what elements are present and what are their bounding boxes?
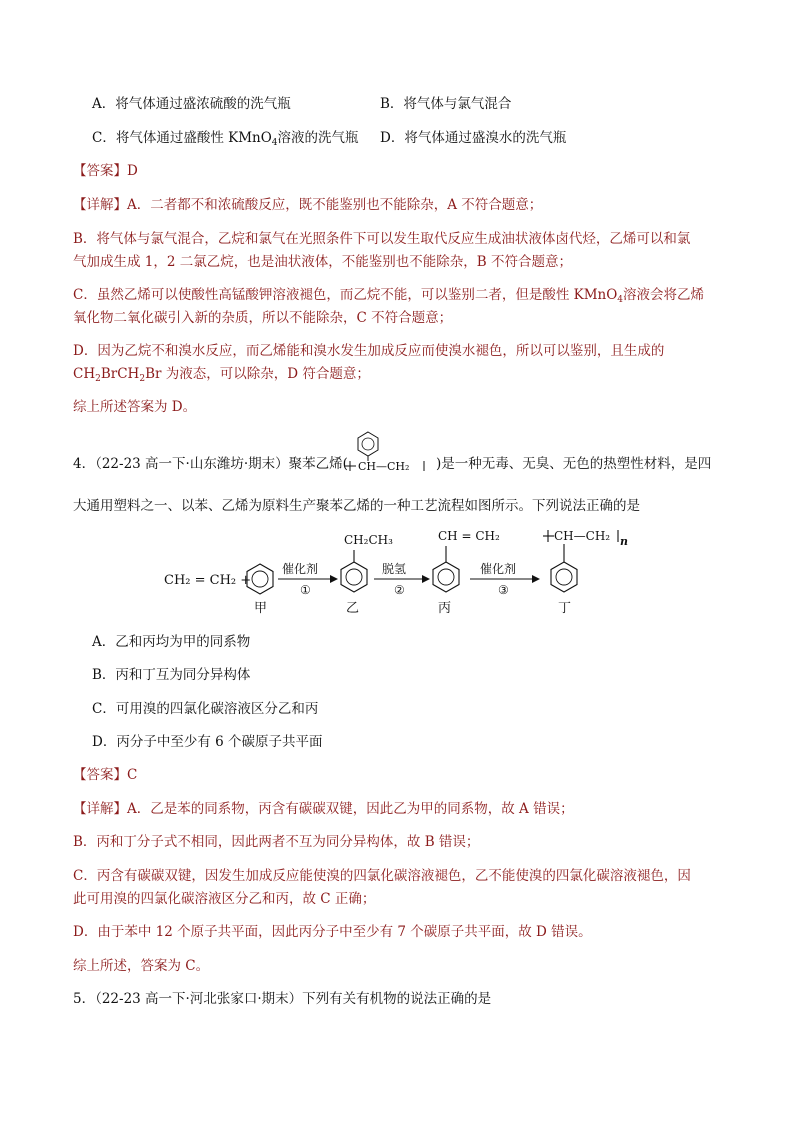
q3-detail-d-brch: BrCH bbox=[100, 366, 140, 382]
q3-detail-d-line2 bbox=[73, 364, 370, 384]
q4-bing-ring-inner bbox=[438, 569, 454, 585]
q4-jia-ring-inner bbox=[252, 571, 268, 587]
q4-detail-a bbox=[73, 799, 574, 819]
q3-detail-b-line1: B．将气体与氯气混合，乙烷和氯气在光照条件下可以发生取代反应生成油状液体卤代烃，乙烯可以和氯 bbox=[73, 231, 691, 247]
q3-detail-c-line1 bbox=[73, 285, 704, 305]
q4-stem-line2: 大通用塑料之一、以苯、乙烯为原料生产聚苯乙烯的一种工艺流程如图所示。下列说法正确的是 bbox=[73, 498, 640, 514]
q4-detail-tag: 【详解】 bbox=[73, 801, 127, 817]
q4-option-b: B．丙和丁互为同分异构体 bbox=[92, 667, 251, 683]
q4-bing-group: CH = CH₂ bbox=[438, 529, 500, 543]
q4-arrow1-head bbox=[330, 575, 338, 583]
q4-option-a: A．乙和丙均为甲的同系物 bbox=[92, 634, 251, 650]
q4-detail-b: B．丙和丁分子式不相同，因此两者不互为同分异构体，故 B 错误； bbox=[73, 834, 480, 850]
q3-option-a: A．将气体通过盛浓硫酸的洗气瓶 bbox=[92, 96, 291, 112]
q4-label-yi: 乙 bbox=[346, 601, 360, 616]
q4-arrow1-top: 催化剂 bbox=[282, 562, 319, 576]
q4-label-jia: 甲 bbox=[254, 601, 268, 616]
q4-yi-ring bbox=[341, 562, 367, 592]
q4-stem-benzene-ring bbox=[358, 432, 378, 456]
q3-detail-d-sub2: 2 bbox=[139, 374, 146, 384]
q4-ding-n: n bbox=[620, 535, 628, 548]
q3-detail-d-ch: CH bbox=[73, 366, 96, 382]
q4-arrow1-bottom: ① bbox=[300, 583, 311, 597]
q4-detail-c-line2: 此可用溴的四氯化碳溶液区分乙和丙，故 C 正确； bbox=[73, 891, 376, 907]
q5-stem: 5．（22-23 高一下·河北张家口·期末）下列有关有机物的说法正确的是 bbox=[73, 991, 492, 1007]
q3-option-c-sub: 4 bbox=[271, 138, 278, 148]
q4-arrow2-head bbox=[422, 575, 430, 583]
q3-answer bbox=[73, 161, 138, 181]
q3-answer-tag: 【答案】 bbox=[73, 163, 127, 179]
q4-stem-group: CH—CH₂ bbox=[358, 460, 410, 473]
q3-detail-c-text: C．虽然乙烯可以使酸性高锰酸钾溶液褪色，而乙烷不能，可以鉴别二者，但是酸性 KMnO bbox=[73, 287, 618, 303]
q4-yi-ring-inner bbox=[346, 569, 362, 585]
q4-stem-benzene-inner bbox=[362, 438, 374, 450]
q3-detail-d-line1: D．因为乙烷不和溴水反应，而乙烯能和溴水发生加成反应而使溴水褪色，所以可以鉴别，且生成的 bbox=[73, 343, 665, 359]
q4-answer-tag: 【答案】 bbox=[73, 767, 127, 783]
q3-option-c bbox=[92, 128, 359, 148]
q4-answer-value: C bbox=[127, 767, 138, 783]
q4-ding-ring bbox=[551, 562, 577, 592]
q4-arrow3-top: 催化剂 bbox=[480, 562, 517, 576]
q4-stem-line1-pre: 4．（22-23 高一下·山东潍坊·期末）聚苯乙烯( bbox=[73, 456, 348, 472]
q3-answer-value: D bbox=[127, 163, 138, 179]
q4-answer bbox=[73, 765, 137, 785]
q3-option-c-text-post: 溶液的洗气瓶 bbox=[277, 130, 359, 146]
q4-detail-d: D．由于苯中 12 个原子共平面，因此丙分子中至少有 7 个碳原子共平面，故 D 错误。 bbox=[73, 924, 592, 940]
q3-detail-c-sub: 4 bbox=[617, 295, 624, 305]
q3-detail-b-line2: 气加成生成 1，2 二氯乙烷，也是油状液体，不能鉴别也不能除杂，B 不符合题意； bbox=[73, 254, 572, 270]
q4-yi-group: CH₂CH₃ bbox=[344, 533, 393, 547]
q3-option-d: D．将气体通过盛溴水的洗气瓶 bbox=[380, 130, 567, 146]
q4-ethylene: CH₂ = CH₂ + bbox=[164, 573, 252, 588]
q3-detail-a bbox=[73, 195, 542, 215]
q4-arrow2-bottom: ② bbox=[394, 583, 405, 597]
q4-arrow3-bottom: ③ bbox=[498, 583, 509, 597]
q4-summary: 综上所述，答案为 C。 bbox=[73, 958, 210, 974]
q3-summary: 综上所述答案为 D。 bbox=[73, 399, 197, 415]
q4-option-c: C．可用溴的四氯化碳溶液区分乙和丙 bbox=[92, 701, 319, 717]
q3-option-c-text: C．将气体通过盛酸性 KMnO bbox=[92, 130, 272, 146]
q4-arrow3-head bbox=[532, 575, 540, 583]
q4-ding-group: CH—CH₂ bbox=[554, 529, 611, 543]
q4-compound-ding bbox=[543, 529, 628, 616]
q4-option-d: D．丙分子中至少有 6 个碳原子共平面 bbox=[92, 734, 323, 750]
q4-polystyrene-structure bbox=[338, 428, 438, 474]
q4-ding-ring-inner bbox=[556, 569, 572, 585]
q4-detail-a-text: A．乙是苯的同系物，丙含有碳碳双键，因此乙为甲的同系物，故 A 错误； bbox=[127, 801, 574, 817]
q4-label-bing: 丙 bbox=[438, 601, 452, 616]
q4-label-ding: 丁 bbox=[558, 601, 572, 616]
q4-bing-ring bbox=[433, 562, 459, 592]
q3-detail-d-rest: Br 为液态，可以除杂，D 符合题意； bbox=[145, 366, 370, 382]
q4-detail-c-line1: C．丙含有碳碳双键，因发生加成反应能使溴的四氯化碳溶液褪色，乙不能使溴的四氯化碳溶液褪色，因 bbox=[73, 868, 691, 884]
q3-detail-tag: 【详解】 bbox=[73, 197, 127, 213]
q4-compound-jia bbox=[247, 564, 273, 616]
q3-detail-c-line2: 氧化物二氧化碳引入新的杂质，所以不能除杂，C 不符合题意； bbox=[73, 310, 453, 326]
q4-arrow2-top: 脱氢 bbox=[382, 562, 407, 576]
q3-detail-a-text: A．二者都不和浓硫酸反应，既不能鉴别也不能除杂，A 不符合题意； bbox=[127, 197, 543, 213]
q3-detail-d-sub1: 2 bbox=[95, 374, 101, 384]
q4-stem-line1-post: )是一种无毒、无臭、无色的热塑性材料，是四 bbox=[436, 456, 712, 472]
q3-detail-c-text-post: 溶液会将乙烯 bbox=[623, 287, 705, 303]
q3-option-b: B．将气体与氯气混合 bbox=[380, 96, 512, 112]
q4-reaction-scheme bbox=[160, 526, 630, 626]
